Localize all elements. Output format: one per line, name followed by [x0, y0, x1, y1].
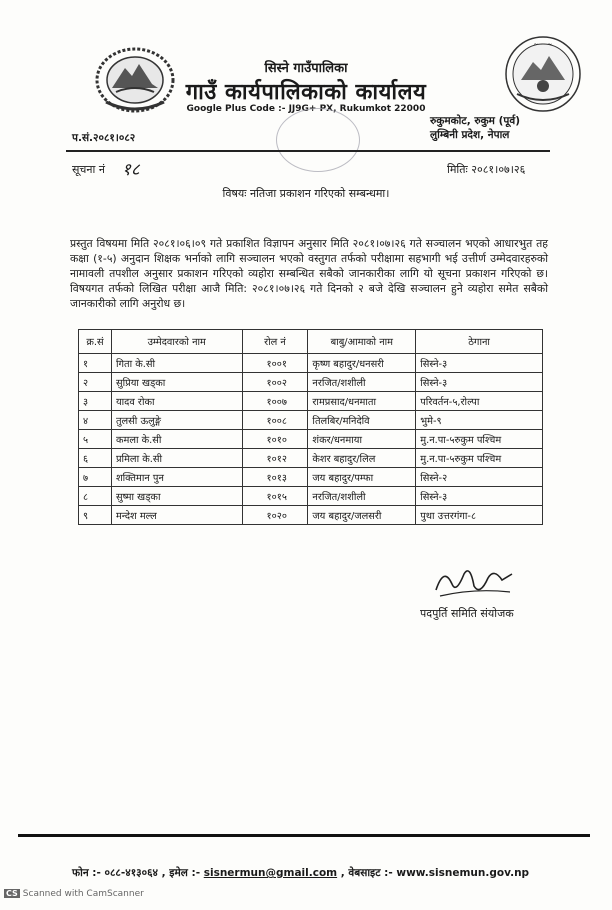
cell-roll: १००७	[242, 392, 308, 411]
notice-label: सूचना नं	[72, 163, 105, 176]
cell-roll: १०२०	[242, 506, 308, 525]
footer-website: , वेबसाइट :- www.sisnemun.gov.np	[340, 867, 530, 879]
cell-parents: नरजित/शशीली	[308, 487, 416, 506]
notice-body: प्रस्तुत विषयमा मिति २०८१।०६।०९ गते प्रकाशित विज्ञापन अनुसार मिति २०८१।०७।२६ गते सञ्चालन भएको आधारभुत तह कक्षा (१-५) अनुदान शिक्षक भर्नाको लागि सञ्चालन भएको वस्तुगत तर्फको परीक्षामा सहभागी भई उत्तीर्ण उम्मेदवारहरुको नामावली तपशील अनुसार प्रकाशन गरिएको व्यहोरा सम्बन्धित सबैको जानकारीका लागि यो सूचना प्रकाशन गरिएको छ। विषयगत तर्फको लिखित परीक्षा आजै मिति: २०८१।०७।२६ गते दिनको २ बजे देखि सञ्चालन हुने व्यहोरा समेत सबैको जानकारीको लागि अनुरोध छ।	[70, 237, 548, 310]
table-header-row	[79, 330, 543, 354]
address-line-1: रुकुमकोट, रुकुम (पूर्व)	[430, 115, 521, 127]
cell-sn: ३	[79, 392, 112, 411]
cell-roll: १०१२	[242, 449, 308, 468]
cell-parents: कृष्ण बहादुर/धनसरी	[308, 354, 416, 373]
notice-date: मितिः २०८१।०७।२६	[447, 163, 526, 176]
cell-sn: ४	[79, 411, 112, 430]
cell-roll: १०१३	[242, 468, 308, 487]
cell-parents: जय बहादुर/जलसरी	[308, 506, 416, 525]
cell-parents: जय बहादुर/पम्फा	[308, 468, 416, 487]
cell-sn: १	[79, 354, 112, 373]
cell-address: सिस्ने-३	[416, 354, 543, 373]
org-title: गाउँ कार्यपालिकाको कार्यालय	[185, 80, 427, 105]
scanner-text: Scanned with CamScanner	[22, 889, 144, 899]
header-roll: रोल नं	[242, 330, 308, 354]
table-row	[79, 354, 543, 373]
cell-name: प्रमिला के.सी	[111, 449, 242, 468]
address-line-2: लुम्बिनी प्रदेश, नेपाल	[430, 129, 510, 141]
cell-sn: २	[79, 373, 112, 392]
plus-code: Google Plus Code :- JJ9G+ PX, Rukumkot 22000	[186, 104, 426, 114]
footer	[72, 866, 529, 880]
cell-parents: रामप्रसाद/धनमाता	[308, 392, 416, 411]
cell-sn: ७	[79, 468, 112, 487]
cell-parents: तिलबिर/मनिदेवि	[308, 411, 416, 430]
cell-roll: १०१५	[242, 487, 308, 506]
notice-number: १८	[122, 160, 140, 180]
cell-address: सिस्ने-३	[416, 373, 543, 392]
cell-name: तुलसी ऊलुङ्गे	[111, 411, 242, 430]
cell-address: भुमे-९	[416, 411, 543, 430]
header-sn: क्र.सं	[79, 330, 112, 354]
table-row	[79, 392, 543, 411]
cell-address: पुथा उत्तरगंगा-८	[416, 506, 543, 525]
cell-name: शक्तिमान पुन	[111, 468, 242, 487]
cell-roll: १००२	[242, 373, 308, 392]
notice-subject: विषयः नतिजा प्रकाशन गरिएको सम्बन्धमा।	[222, 187, 390, 200]
signature-title: पदपुर्ति समिति संयोजक	[420, 607, 514, 620]
org-subtitle: सिस्ने गाउँपालिका	[264, 61, 348, 76]
svg-text:~ ~ ~: ~ ~ ~	[533, 41, 553, 48]
table-row	[79, 487, 543, 506]
cell-name: मन्देश मल्ल	[111, 506, 242, 525]
cell-sn: ८	[79, 487, 112, 506]
cell-sn: ५	[79, 430, 112, 449]
results-table	[78, 329, 543, 525]
cell-name: कमला के.सी	[111, 430, 242, 449]
header-rule	[66, 150, 550, 152]
signature	[430, 560, 516, 602]
header-parents: बाबु/आमाको नाम	[308, 330, 416, 354]
office-stamp	[276, 108, 360, 172]
cell-roll: १००८	[242, 411, 308, 430]
cell-parents: केशर बहादुर/लिल	[308, 449, 416, 468]
table-row	[79, 506, 543, 525]
footer-rule	[18, 834, 590, 837]
header-address: ठेगाना	[416, 330, 543, 354]
cell-parents: शंकर/धनमाया	[308, 430, 416, 449]
cell-address: मु.न.पा-५रुकुम पश्चिम	[416, 430, 543, 449]
cell-sn: ६	[79, 449, 112, 468]
cell-roll: १०१०	[242, 430, 308, 449]
footer-phone: फोन :- ०८८-४१३०६४ , इमेल :-	[72, 867, 201, 879]
cell-name: यादव रोका	[111, 392, 242, 411]
table-row	[79, 430, 543, 449]
cell-address: मु.न.पा-५रुकुम पश्चिम	[416, 449, 543, 468]
cell-address: सिस्ने-२	[416, 468, 543, 487]
table-row	[79, 449, 543, 468]
cell-sn: ९	[79, 506, 112, 525]
table-row	[79, 373, 543, 392]
header-name: उम्मेदवारको नाम	[111, 330, 242, 354]
table-row	[79, 411, 543, 430]
cell-name: सुष्मा खड्का	[111, 487, 242, 506]
scanner-watermark	[4, 889, 144, 899]
cell-name: सुप्रिया खड्का	[111, 373, 242, 392]
camscanner-icon: CS	[6, 889, 18, 898]
table-row	[79, 468, 543, 487]
cell-parents: नरजित/शशीली	[308, 373, 416, 392]
cell-address: परिवर्तन-५,रोल्पा	[416, 392, 543, 411]
cell-name: गिता के.सी	[111, 354, 242, 373]
footer-email-link[interactable]: sisnermun@gmail.com	[203, 867, 338, 879]
cell-roll: १००१	[242, 354, 308, 373]
reference-number: प.सं.२०८१।०८२	[72, 132, 136, 144]
cell-address: सिस्ने-३	[416, 487, 543, 506]
